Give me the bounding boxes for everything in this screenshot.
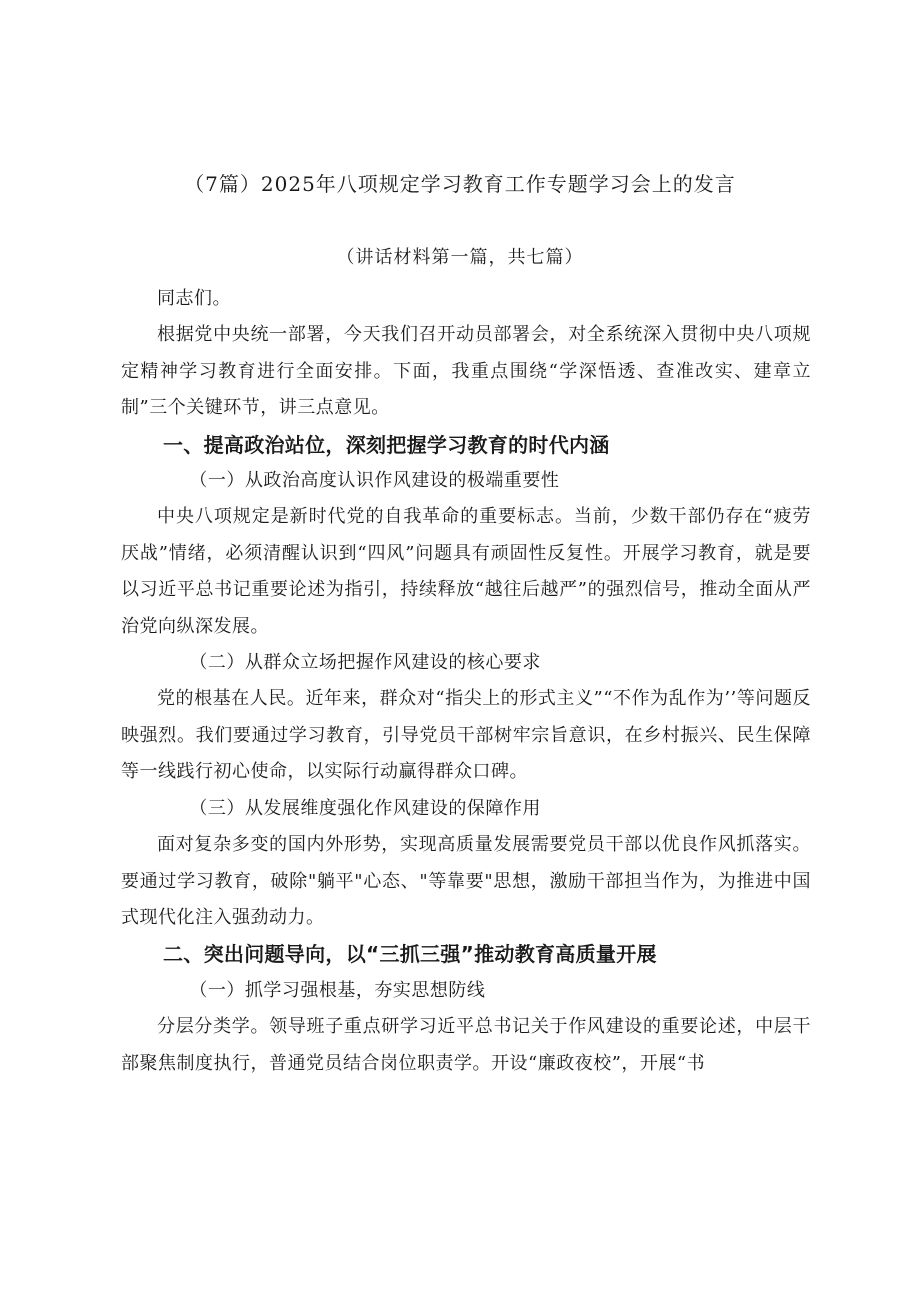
section-2-paragraph-1: 分层分类学。领导班子重点研学习近平总书记关于作风建设的重要论述，中层干部聚焦制度执行，普通党员结合岗位职责学。开设“廉政夜校”，开展“书	[121, 1016, 811, 1074]
section-2-subheading-1: （一）抓学习强根基，夯实思想防线	[189, 979, 486, 1001]
document-body	[121, 281, 811, 1082]
section-1-paragraph-2: 党的根基在人民。近年来，群众对“指尖上的形式主义”“不作为乱作为’’等问题反映强烈。我们要通过学习教育，引导党员干部树牢宗旨意识，在乡村振兴、民生保障等一线践行初心使命，以实际行动赢得群众口碑。	[121, 688, 811, 783]
section-1-heading: 一、提高政治站位，深刻把握学习教育的时代内涵	[163, 432, 610, 457]
section-1-subheading-1: （一）从政治高度认识作风建设的极端重要性	[189, 470, 560, 492]
section-1-subheading-3: （三）从发展维度强化作风建设的保障作用	[189, 797, 541, 819]
section-1-paragraph-1: 中央八项规定是新时代党的自我革命的重要标志。当前，少数干部仍存在“疲劳厌战”情绪，必须清醒认识到“四风”问题具有顽固性反复性。开展学习教育，就是要以习近平总书记重要论述为指引，持续释放“越往后越严”的强烈信号，推动全面从严治党向纵深发展。	[121, 506, 811, 637]
intro-paragraph: 根据党中央统一部署，今天我们召开动员部署会，对全系统深入贯彻中央八项规定精神学习教育进行全面安排。下面，我重点围绕“学深悟透、查准改实、建章立制”三个关键环节，讲三点意见。	[121, 324, 811, 419]
section-1-subheading-2: （二）从群众立场把握作风建设的核心要求	[189, 652, 541, 674]
section-2-heading: 二、突出问题导向，以“三抓三强”推动教育高质量开展	[163, 942, 657, 967]
document-subtitle: （讲话材料第一篇，共七篇）	[336, 247, 584, 268]
greeting: 同志们。	[157, 288, 231, 309]
section-1-paragraph-3: 面对复杂多变的国内外形势，实现高质量发展需要党员干部以优良作风抓落实。要通过学习教育，破除"躺平"心态、"等靠要"思想，激励干部担当作为，为推进中国式现代化注入强劲动力。	[121, 834, 811, 928]
document-title: （7篇）2025年八项规定学习教育工作专题学习会上的发言	[184, 172, 736, 196]
